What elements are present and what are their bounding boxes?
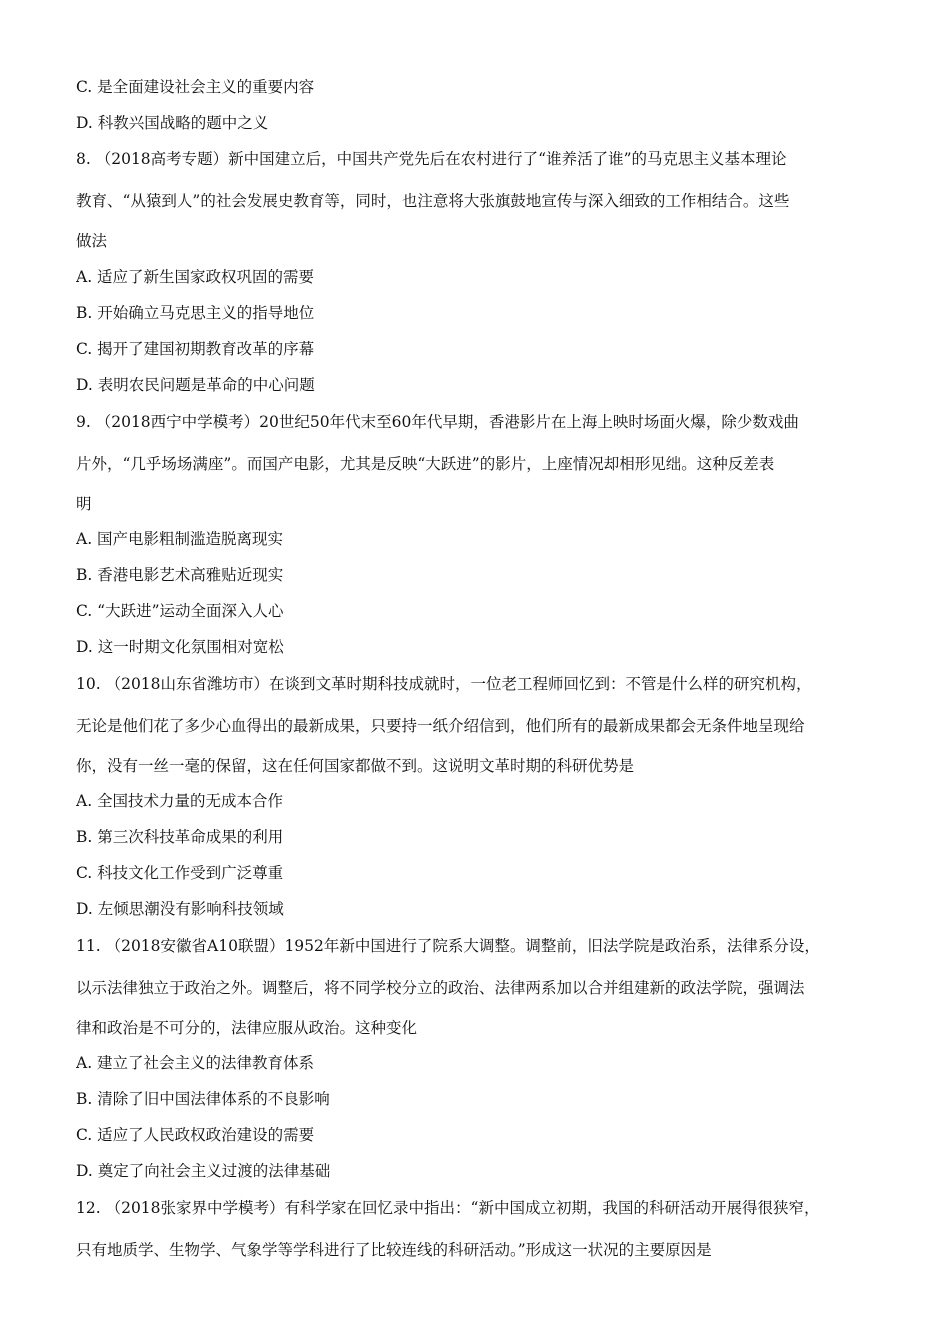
q10-stem-line3: 你，没有一丝一毫的保留，这在任何国家都做不到。这说明文革时期的科研优势是 [76,757,635,775]
q8-option-d: D. 表明农民问题是革命的中心问题 [76,376,315,394]
q9-option-d: D. 这一时期文化氛围相对宽松 [76,638,284,656]
q10-option-d: D. 左倾思潮没有影响科技领域 [76,900,284,918]
q11-stem-line2: 以示法律独立于政治之外。调整后，将不同学校分立的政治、法律两系加以合并组建新的政法学院，强调法 [76,979,805,997]
q9-option-a: A. 国产电影粗制滥造脱离现实 [76,530,284,548]
q11-option-c: C. 适应了人民政权政治建设的需要 [76,1126,315,1144]
q11-stem-line3: 律和政治是不可分的，法律应服从政治。这种变化 [76,1019,418,1037]
q11-option-d: D. 奠定了向社会主义过渡的法律基础 [76,1162,331,1180]
q12-stem-line1: 12. （2018张家界中学模考）有科学家在回忆录中指出：“新中国成立初期，我国的科研活动开展得很狭窄， [76,1199,820,1217]
q8-option-a: A. 适应了新生国家政权巩固的需要 [76,268,315,286]
q10-option-a: A. 全国技术力量的无成本合作 [76,792,284,810]
q11-option-a: A. 建立了社会主义的法律教育体系 [76,1054,315,1072]
q10-option-b: B. 第三次科技革命成果的利用 [76,828,284,846]
q8-stem-line3: 做法 [76,232,108,250]
q9-stem-line1: 9. （2018西宁中学模考）20世纪50年代末至60年代早期，香港影片在上海上映时场面火爆，除少数戏曲 [76,413,799,431]
q11-stem-line1: 11. （2018安徽省A10联盟）1952年新中国进行了院系大调整。调整前，旧法学院是政治系，法律系分设， [76,937,820,955]
q9-option-b: B. 香港电影艺术高雅贴近现实 [76,566,284,584]
q12-stem-line2: 只有地质学、生物学、气象学等学科进行了比较连线的科研活动。”形成这一状况的主要原因是 [76,1241,712,1259]
q10-stem-line2: 无论是他们花了多少心血得出的最新成果，只要持一纸介绍信到，他们所有的最新成果都会无条件地呈现给 [76,717,805,735]
q9-stem-line3: 明 [76,495,92,513]
q11-option-b: B. 清除了旧中国法律体系的不良影响 [76,1090,330,1108]
q9-option-c: C. “大跃进”运动全面深入人心 [76,602,284,620]
q8-option-b: B. 开始确立马克思主义的指导地位 [76,304,315,322]
q8-option-c: C. 揭开了建国初期教育改革的序幕 [76,340,315,358]
q10-option-c: C. 科技文化工作受到广泛尊重 [76,864,284,882]
q7-option-d: D. 科教兴国战略的题中之义 [76,114,269,132]
q7-option-c: C. 是全面建设社会主义的重要内容 [76,78,315,96]
q8-stem-line2: 教育、“从猿到人”的社会发展史教育等，同时，也注意将大张旗鼓地宣传与深入细致的工作相结合。这些 [76,192,790,210]
q8-stem-line1: 8. （2018高考专题）新中国建立后，中国共产党先后在农村进行了“谁养活了谁”的马克思主义基本理论 [76,150,787,168]
q9-stem-line2: 片外，“几乎场场满座”。而国产电影，尤其是反映“大跃进”的影片，上座情况却相形见绌。这种反差表 [76,455,775,473]
q10-stem-line1: 10. （2018山东省潍坊市）在谈到文革时期科技成就时，一位老工程师回忆到：不管是什么样的研究机构， [76,675,812,693]
